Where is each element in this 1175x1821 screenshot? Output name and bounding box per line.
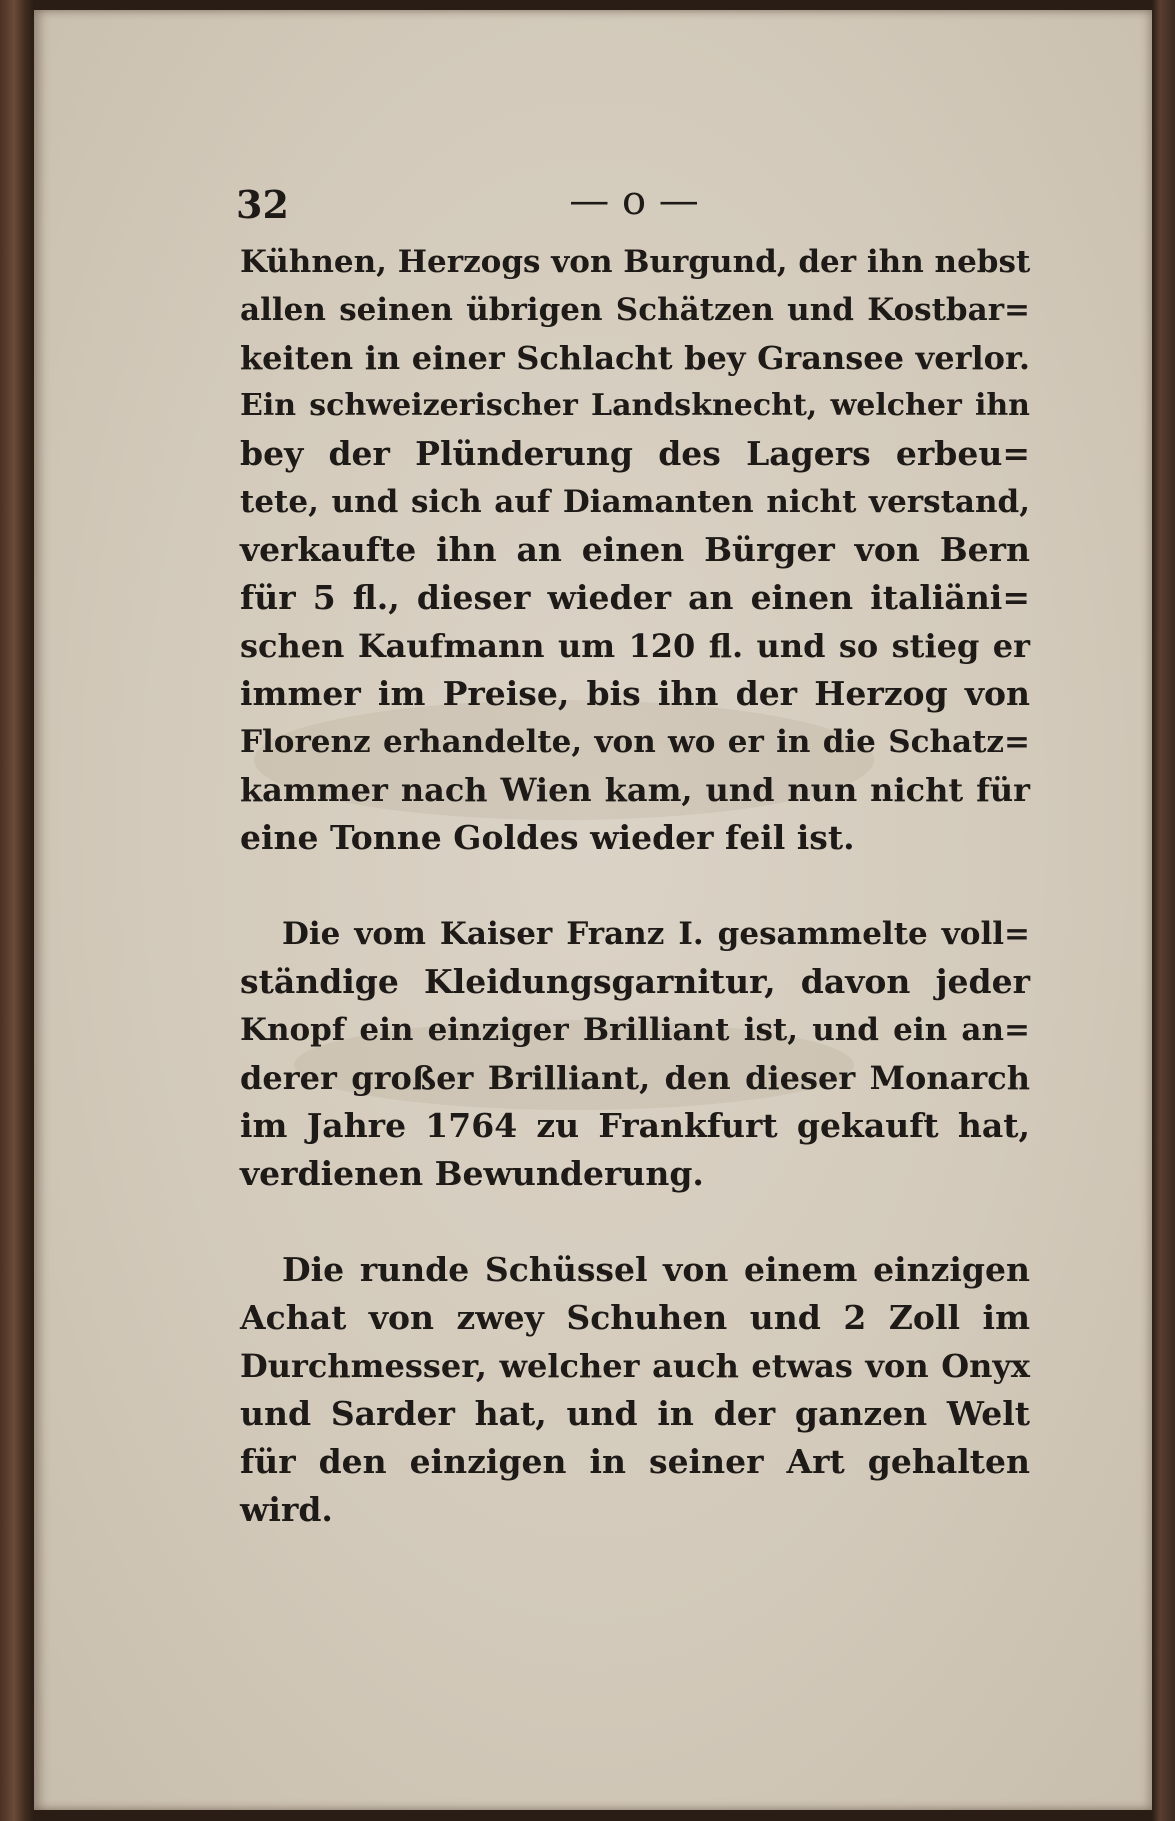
paragraph: [240, 910, 1030, 1198]
text-line: Knopf ein einziger Brilliant ist, und ein an=: [240, 1012, 1030, 1048]
text-line: eine Tonne Goldes wieder feil ist.: [240, 818, 855, 857]
text-line: schen Kaufmann um 120 fl. und so stieg er: [240, 627, 1030, 665]
text-line: verdienen Bewunderung.: [240, 1154, 704, 1193]
text-line: für 5 fl., dieser wieder an einen italiäni=: [240, 578, 1030, 617]
text-line: Achat von zwey Schuhen und 2 Zoll im: [240, 1298, 1030, 1337]
paragraph: [240, 238, 1030, 862]
text-line: keiten in einer Schlacht bey Gransee verlor.: [240, 339, 1030, 377]
paragraph: [240, 1246, 1030, 1534]
text-line: Die runde Schüssel von einem einzigen: [282, 1250, 1030, 1289]
text-line: Die vom Kaiser Franz I. gesammelte voll=: [282, 916, 1030, 952]
text-line: Florenz erhandelte, von wo er in die Schatz=: [240, 724, 1030, 760]
page-header: [34, 178, 1152, 228]
text-line: Durchmesser, welcher auch etwas von Onyx: [240, 1347, 1030, 1385]
book-page: [34, 10, 1152, 1810]
running-head: — o —: [569, 178, 699, 224]
page-body: [240, 238, 1030, 1534]
text-line: bey der Plünderung des Lagers erbeu=: [240, 434, 1030, 473]
book-edge: [1152, 0, 1175, 1821]
text-line: Kühnen, Herzogs von Burgund, der ihn nebst: [240, 244, 1031, 280]
text-line: verkaufte ihn an einen Bürger von Bern: [240, 530, 1030, 569]
page-number: 32: [236, 182, 289, 227]
paragraph-gap: [240, 862, 1030, 910]
text-line: im Jahre 1764 zu Frankfurt gekauft hat,: [240, 1106, 1030, 1145]
text-line: und Sarder hat, und in der ganzen Welt: [240, 1394, 1030, 1433]
text-line: für den einzigen in seiner Art gehalten: [240, 1442, 1030, 1481]
paragraph-gap: [240, 1198, 1030, 1246]
text-line: ständige Kleidungsgarnitur, davon jeder: [240, 962, 1030, 1001]
text-line: Ein schweizerischer Landsknecht, welcher ihn: [240, 388, 1030, 423]
text-line: immer im Preise, bis ihn der Herzog von: [240, 674, 1030, 713]
text-line: allen seinen übrigen Schätzen und Kostbar=: [240, 292, 1030, 328]
text-line: tete, und sich auf Diamanten nicht verstand,: [240, 484, 1030, 520]
text-line: derer großer Brilliant, den dieser Monarch: [240, 1059, 1030, 1097]
text-line: kammer nach Wien kam, und nun nicht für: [240, 771, 1030, 809]
text-line: wird.: [240, 1490, 333, 1529]
